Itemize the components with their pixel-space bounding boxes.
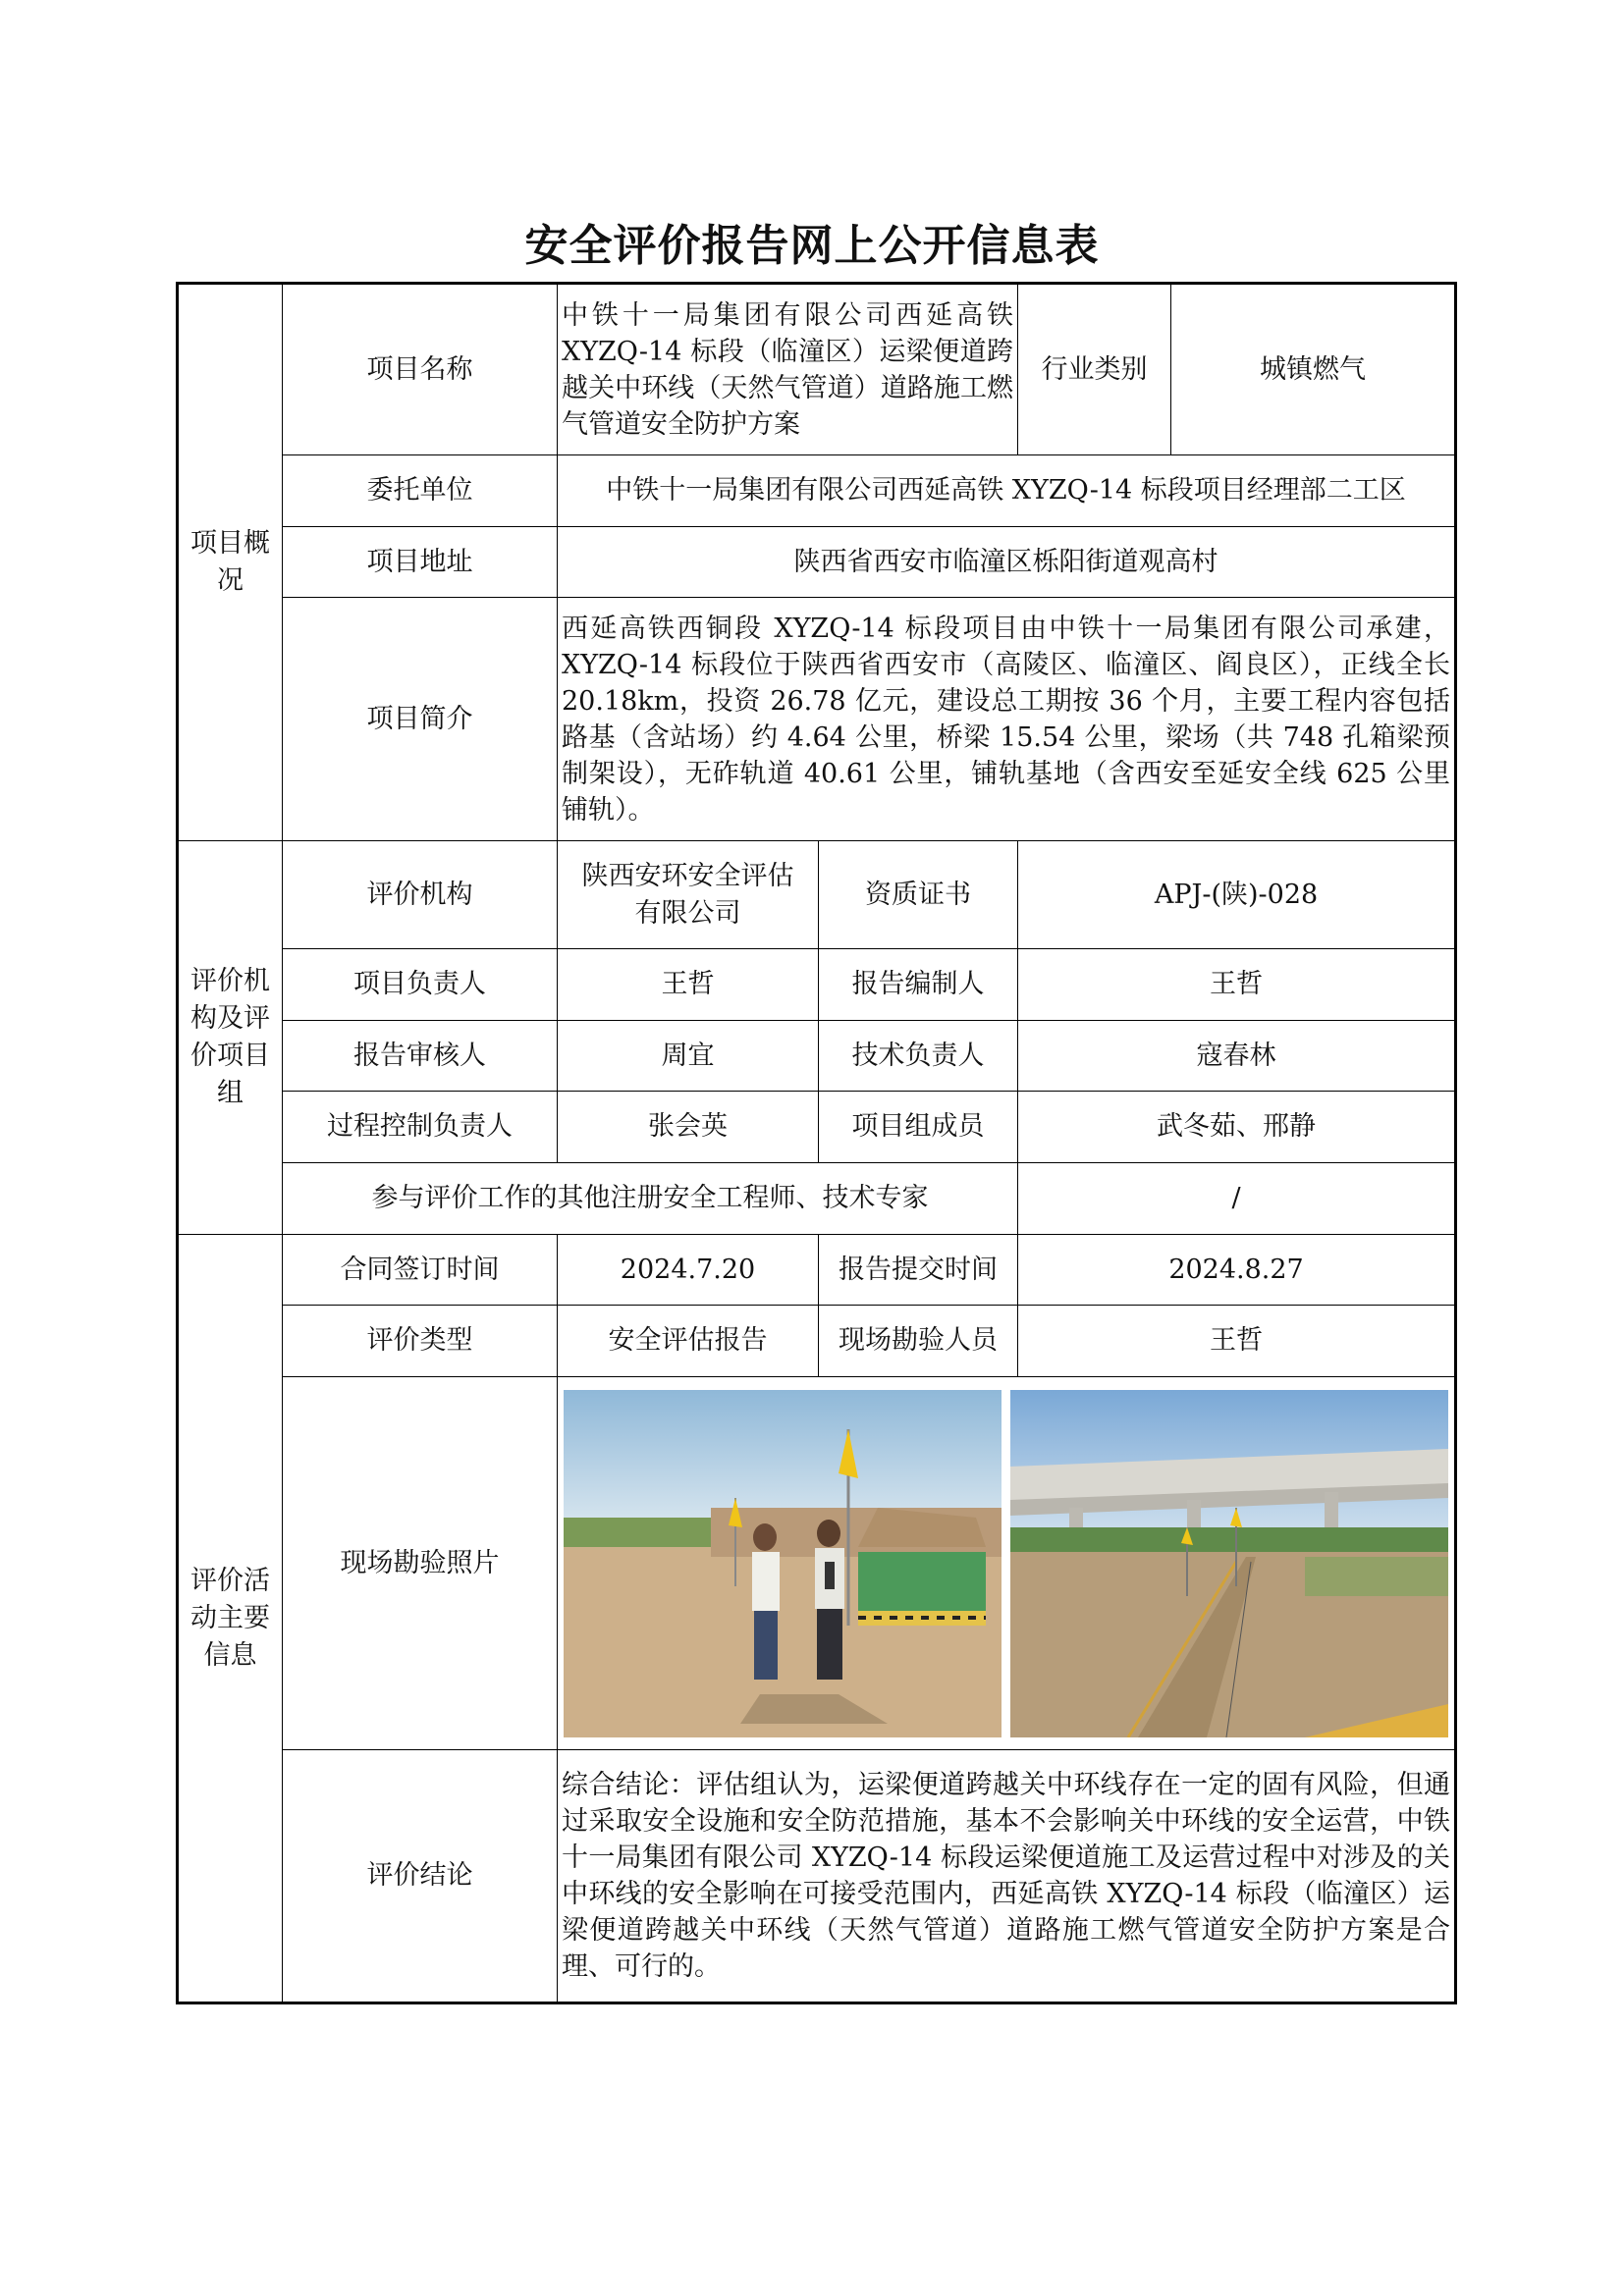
label-author: 报告编制人 (819, 949, 1018, 1021)
site-photo-bridge (1010, 1390, 1448, 1737)
label-submit-date: 报告提交时间 (819, 1235, 1018, 1306)
label-address: 项目地址 (283, 527, 558, 598)
value-process: 张会英 (558, 1092, 819, 1163)
value-eval-type: 安全评估报告 (558, 1306, 819, 1377)
value-industry: 城镇燃气 (1171, 284, 1456, 455)
value-author: 王哲 (1018, 949, 1456, 1021)
group-label-team: 评价机构及评价项目组 (178, 841, 283, 1235)
value-org: 陕西安环安全评估有限公司 (558, 841, 819, 949)
label-process: 过程控制负责人 (283, 1092, 558, 1163)
label-reviewer: 报告审核人 (283, 1021, 558, 1092)
value-members: 武冬茹、邢静 (1018, 1092, 1456, 1163)
label-eval-type: 评价类型 (283, 1306, 558, 1377)
info-table (176, 282, 1457, 2004)
value-conclusion: 综合结论：评估组认为，运梁便道跨越关中环线存在一定的固有风险，但通过采取安全设施和安全防范措施，基本不会影响关中环线的安全运营，中铁十一局集团有限公司 XYZQ-14 标段运梁便道施工及运营过程中对涉及的关中环线的安全影响在可接受范围内，西延高铁 XYZQ-14 标段（临潼区）运梁便道跨越关中环线（天然气管道）道路施工燃气管道安全防护方案是合理、可行的。 (558, 1750, 1456, 2003)
group-label-overview: 项目概况 (178, 284, 283, 841)
label-project-name: 项目名称 (283, 284, 558, 455)
page-title: 安全评价报告网上公开信息表 (524, 221, 1100, 271)
site-photos-cell (558, 1377, 1456, 1750)
value-contract-date: 2024.7.20 (558, 1235, 819, 1306)
label-site-photos: 现场勘验照片 (283, 1377, 558, 1750)
label-industry: 行业类别 (1018, 284, 1171, 455)
value-lead: 王哲 (558, 949, 819, 1021)
label-tech: 技术负责人 (819, 1021, 1018, 1092)
label-lead: 项目负责人 (283, 949, 558, 1021)
label-others: 参与评价工作的其他注册安全工程师、技术专家 (283, 1163, 1018, 1235)
label-intro: 项目简介 (283, 598, 558, 841)
label-client: 委托单位 (283, 455, 558, 527)
value-others: / (1018, 1163, 1456, 1235)
value-intro: 西延高铁西铜段 XYZQ-14 标段项目由中铁十一局集团有限公司承建，XYZQ-14 标段位于陕西省西安市（高陵区、临潼区、阎良区），正线全长 20.18km，投资 26.78 亿元，建设总工期按 36 个月，主要工程内容包括路基（含站场）约 4.64 公里，桥梁 15.54 公里，梁场（共 748 孔箱梁预制架设），无砟轨道 40.61 公里，铺轨基地（含西安至延安全线 625 公里铺轨）。 (558, 598, 1456, 841)
group-label-activity: 评价活动主要信息 (178, 1235, 283, 2003)
value-survey-staff: 王哲 (1018, 1306, 1456, 1377)
value-address: 陕西省西安市临潼区栎阳街道观高村 (558, 527, 1456, 598)
value-tech: 寇春林 (1018, 1021, 1456, 1092)
value-cert: APJ-(陕)-028 (1018, 841, 1456, 949)
label-survey-staff: 现场勘验人员 (819, 1306, 1018, 1377)
value-reviewer: 周宜 (558, 1021, 819, 1092)
value-submit-date: 2024.8.27 (1018, 1235, 1456, 1306)
label-members: 项目组成员 (819, 1092, 1018, 1163)
label-cert: 资质证书 (819, 841, 1018, 949)
label-contract-date: 合同签订时间 (283, 1235, 558, 1306)
site-photo-inspectors (564, 1390, 1001, 1737)
value-client: 中铁十一局集团有限公司西延高铁 XYZQ-14 标段项目经理部二工区 (558, 455, 1456, 527)
label-org: 评价机构 (283, 841, 558, 949)
value-project-name: 中铁十一局集团有限公司西延高铁XYZQ-14 标段（临潼区）运梁便道跨越关中环线（天然气管道）道路施工燃气管道安全防护方案 (558, 284, 1018, 455)
label-conclusion: 评价结论 (283, 1750, 558, 2003)
